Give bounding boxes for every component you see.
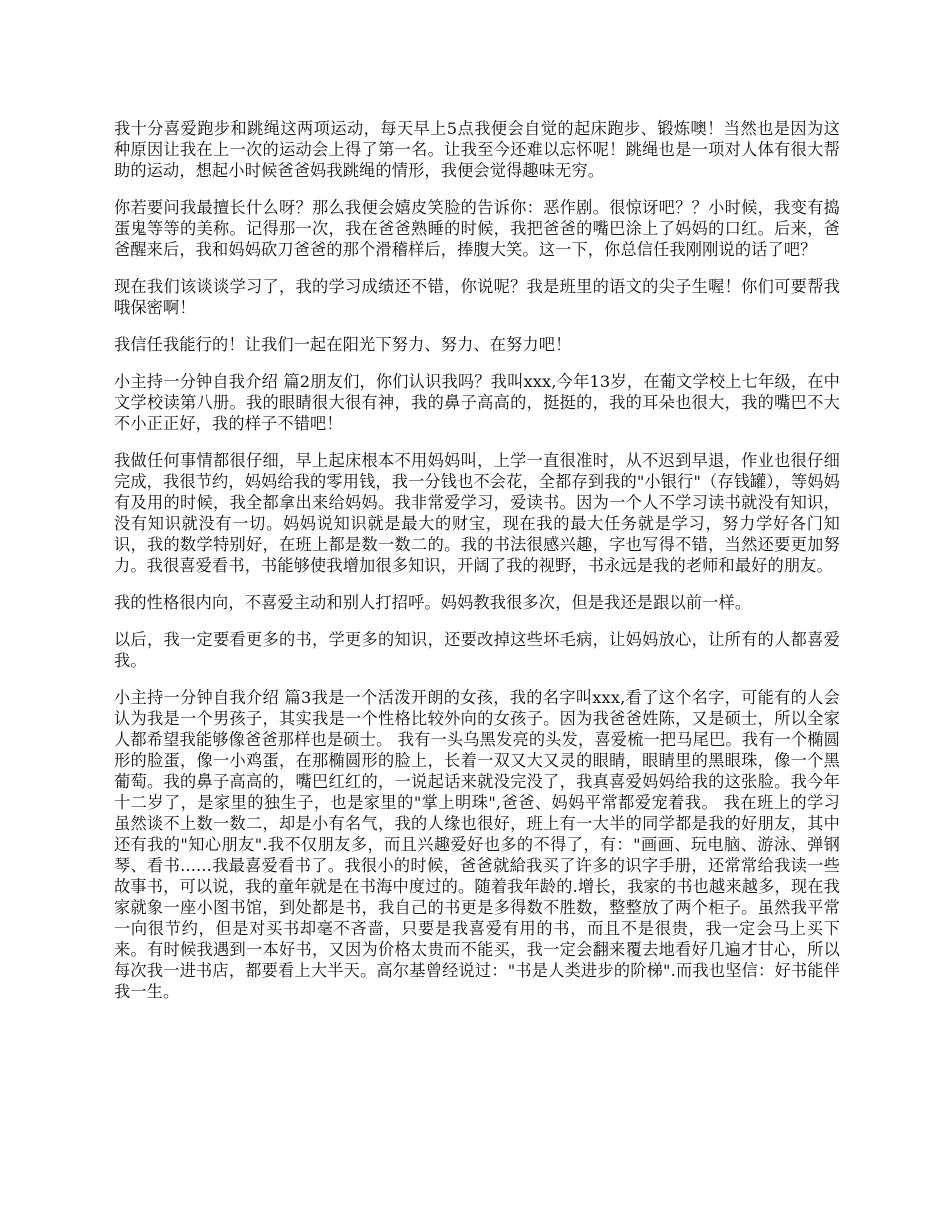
- paragraph-future: 以后，我一定要看更多的书，学更多的知识，还要改掉这些坏毛病，让妈妈放心，让所有的人都喜爱我。: [114, 630, 840, 670]
- paragraph-habits: 我做任何事情都很仔细，早上起床根本不用妈妈叫，上学一直很准时，从不迟到早退，作业也很仔细完成，我很节约，妈妈给我的零用钱，我一分钱也不会花，全都存到我的"小银行"（存钱罐），等妈妈有及用的时候，我全都拿出来给妈妈。我非常爱学习，爱读书。因为一个人不学习读书就没有知识，没有知识就没有一切。妈妈说知识就是最大的财宝，现在我的最大任务就是学习，努力学好各门知识，我的数学特别好，在班上都是数一数二的。我的书法很感兴趣，字也写得不错，当然还要更加努力。我很喜爱看书，书能够使我增加很多知识，开阔了我的视野，书永远是我的老师和最好的朋友。: [114, 451, 840, 575]
- document-body: [114, 118, 840, 1018]
- paragraph-study: 现在我们该谈谈学习了，我的学习成绩还不错，你说呢？我是班里的语文的尖子生喔！你们可要帮我哦保密啊！: [114, 277, 840, 317]
- paragraph-prank: 你若要问我最擅长什么呀？那么我便会嬉皮笑脸的告诉你：恶作剧。很惊讶吧？？小时候，我变有捣蛋鬼等等的美称。记得那一次，我在爸爸熟睡的时候，我把爸爸的嘴巴涂上了妈妈的口红。后来，爸爸醒来后，我和妈妈砍刀爸爸的那个滑稽样后，捧腹大笑。这一下，你总信任我刚刚说的话了吧？: [114, 198, 840, 259]
- paragraph-encouragement: 我信任我能行的！让我们一起在阳光下努力、努力、在努力吧！: [114, 335, 572, 354]
- paragraph-personality: 我的性格很内向，不喜爱主动和别人打招呼。妈妈教我很多次，但是我还是跟以前一样。: [114, 593, 752, 612]
- paragraph-running-and-jump-rope: 我十分喜爱跑步和跳绳这两项运动，每天早上5点我便会自觉的起床跑步、锻炼噢！当然也是因为这种原因让我在上一次的运动会上得了第一名。让我至今还难以忘怀呢！跳绳也是一项对人体有很大帮助的运动，想起小时候爸爸妈我跳绳的情形，我便会觉得趣味无穷。: [114, 119, 840, 180]
- paragraph-intro-part-3: 小主持一分钟自我介绍 篇3我是一个活泼开朗的女孩，我的名字叫xxx,看了这个名字，可能有的人会认为我是一个男孩子，其实我是一个性格比较外向的女孩子。因为我爸爸姓陈，又是硕士，所以全家人都希望我能够像爸爸那样也是硕士。 我有一头乌黑发亮的头发，喜爱梳一把马尾巴。我有一个椭圆形的脸蛋，像一小鸡蛋，在那椭圆形的脸上，长着一双又大又灵的眼睛，眼睛里的黑眼珠，像一个黑葡萄。我的鼻子高高的，嘴巴红红的，一说起话来就没完没了，我真喜爱妈妈给我的这张脸。我今年十二岁了，是家里的独生子，也是家里的"掌上明珠",爸爸、妈妈平常都爱宠着我。 我在班上的学习虽然谈不上数一数二，却是小有名气，我的人缘也很好，班上有一大半的同学都是我的好朋友，其中还有我的"知心朋友".我不仅朋友多，而且兴趣爱好也多的不得了，有："画画、玩电脑、游泳、弹钢琴、看书......我最喜爱看书了。我很小的时候，爸爸就給我买了许多的识字手册，还常常给我读一些故事书，可以说，我的童年就是在书海中度过的。随着我年龄的.增长，我家的书也越来越多，现在我家就象一座小图书馆，到处都是书，我自己的书更是多得数不胜数，整整放了两个柜子。虽然我平常一向很节约，但是对买书却毫不吝啬，只要是我喜爱有用的书，而且不是很贵，我一定会马上买下来。有时候我遇到一本好书，又因为价格太贵而不能买，我一定会翻来覆去地看好几遍才甘心，所以每次我一进书店，都要看上大半天。高尔基曾经说过："书是人类进步的阶梯".而我也坚信：好书能伴我一生。: [114, 688, 840, 1001]
- paragraph-intro-part-2: 小主持一分钟自我介绍 篇2朋友们，你们认识我吗？我叫xxx,今年13岁，在葡文学校上七年级，在中文学校读第八册。我的眼睛很大很有神，我的鼻子高高的，挺挺的，我的耳朵也很大，我的嘴巴不大不小正正好，我的样子不错吧！: [114, 372, 840, 433]
